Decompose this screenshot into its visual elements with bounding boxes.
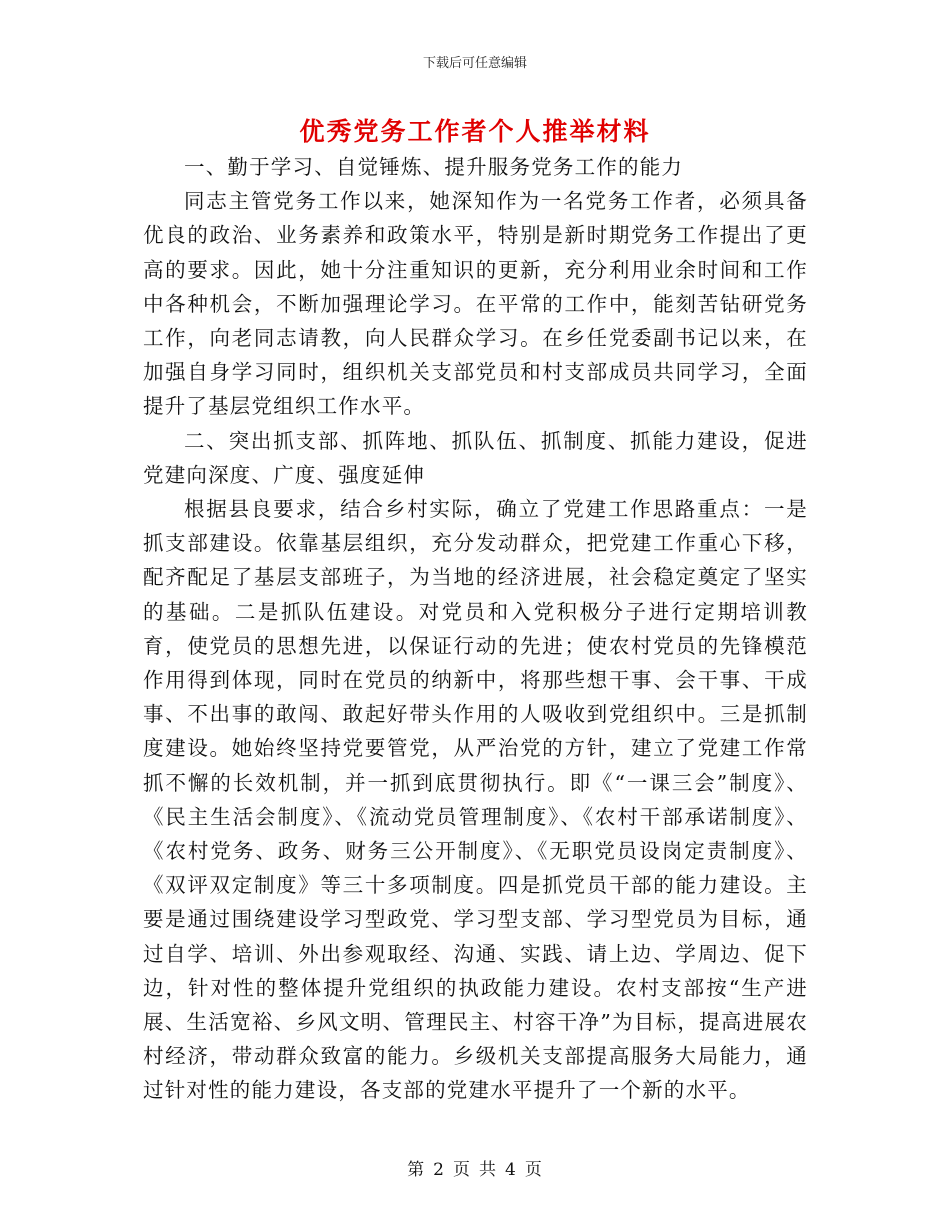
section-heading-1: 一、勤于学习、自觉锤炼、提升服务党务工作的能力 — [184, 155, 684, 179]
section-heading-2: 二、突出抓支部、抓阵地、抓队伍、抓制度、抓能力建设，促进党建向深度、广度、强度延伸 — [143, 428, 808, 487]
footer-page-number: 2 — [433, 1160, 445, 1180]
page-footer — [0, 1155, 950, 1180]
footer-total-prefix: 共 — [479, 1160, 497, 1180]
footer-total-pages: 4 — [505, 1160, 517, 1180]
footer-prefix: 第 — [407, 1160, 426, 1180]
header-note: 下载后可任意编辑 — [422, 56, 527, 71]
paragraph-2: 根据县良要求，结合乡村实际，确立了党建工作思路重点：一是抓支部建设。依靠基层组织，充分发动群众，把党建工作重心下移，配齐配足了基层支部班子，为当地的经济进展，社会稳定奠定了坚实的基础。二是抓队伍建设。对党员和入党积极分子进行定期培训教育，使党员的思想先进，以保证行动的先进；使农村党员的先锋模范作用得到体现，同时在党员的纳新中，将那些想干事、会干事、干成事、不出事的敢闯、敢起好带头作用的人吸收到党组织中。三是抓制度建设。她始终坚持党要管党，从严治党的方针，建立了党建工作常抓不懈的长效机制，并一抓到底贯彻执行。即《“一课三会”制度》、《民主生活会制度》、《流动党员管理制度》、《农村干部承诺制度》、《农村党务、政务、财务三公开制度》、《无职党员设岗定责制度》、《双评双定制度》等三十多项制度。四是抓党员干部的能力建设。主要是通过围绕建设学习型政党、学习型支部、学习型党员为目标，通过自学、培训、外出参观取经、沟通、实践、请上边、学周边、促下边，针对性的整体提升党组织的执政能力建设。农村支部按“生产进展、生活宽裕、乡风文明、管理民主、村容干净”为目标，提高进展农村经济，带动群众致富的能力。乡级机关支部提高服务大局能力，通过针对性的能力建设，各支部的党建水平提升了一个新的水平。 — [143, 497, 808, 1103]
document-body — [143, 150, 808, 1108]
footer-page-unit: 页 — [453, 1160, 471, 1180]
footer-total-unit: 页 — [524, 1160, 543, 1180]
document-title: 优秀党务工作者个人推举材料 — [299, 117, 651, 146]
paragraph-1: 同志主管党务工作以来，她深知作为一名党务工作者，必须具备优良的政治、业务素养和政策水平，特别是新时期党务工作提出了更高的要求。因此，她十分注重知识的更新，充分利用业余时间和工作中各种机会，不断加强理论学习。在平常的工作中，能刻苦钻研党务工作，向老同志请教，向人民群众学习。在乡任党委副书记以来，在加强自身学习同时，组织机关支部党员和村支部成员共同学习，全面提升了基层党组织工作水平。 — [143, 189, 808, 419]
